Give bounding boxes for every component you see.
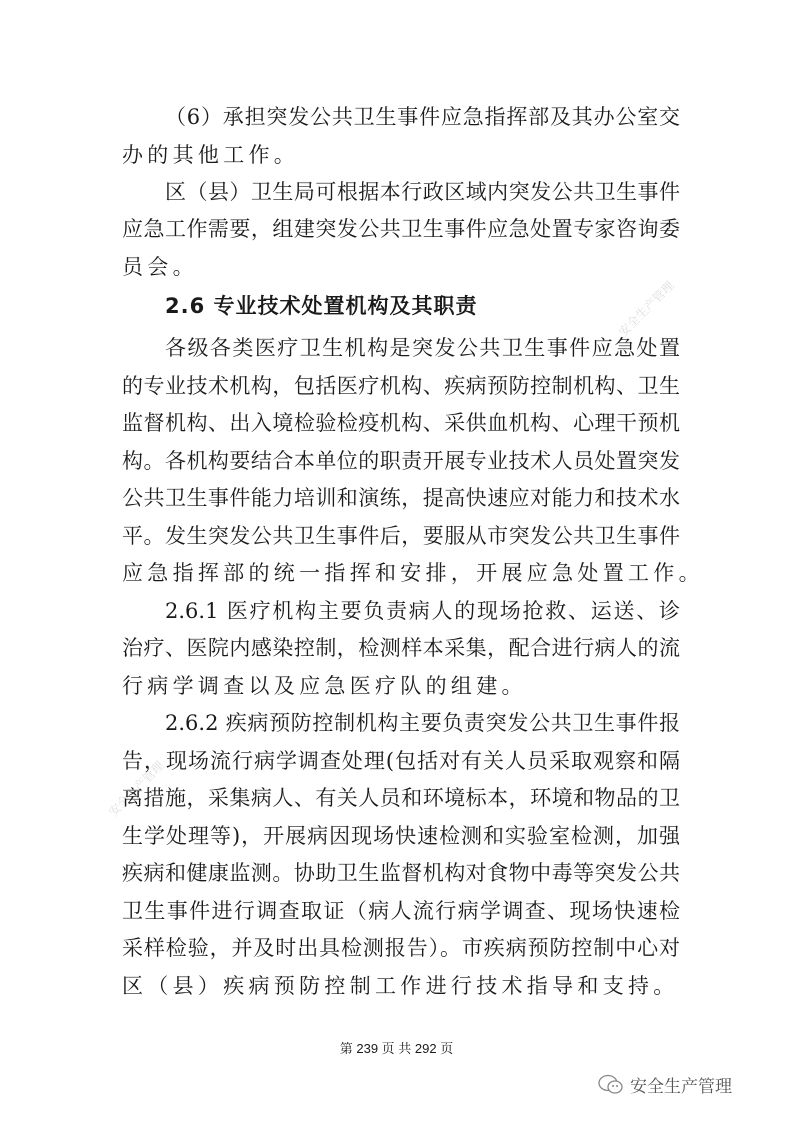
- text-line: 公共卫生事件能力培训和演练，提高快速应对能力和技术水: [122, 486, 680, 510]
- text-line: 办的其他工作。: [122, 143, 300, 167]
- account-logo: [598, 1072, 732, 1097]
- logo-text: 安全生产管理: [630, 1077, 732, 1097]
- text-line: 2.6.1 医疗机构主要负责病人的现场抢救、运送、诊: [165, 599, 680, 623]
- text-line: 应急工作需要，组建突发公共卫生事件应急处置专家咨询委: [122, 217, 680, 241]
- wechat-icon: [598, 1073, 624, 1097]
- text-line: 的专业技术机构，包括医疗机构、疾病预防控制机构、卫生: [122, 374, 680, 398]
- text-line: 平。发生突发公共卫生事件后，要服从市突发公共卫生事件: [122, 524, 680, 548]
- text-line: （6）承担突发公共卫生事件应急指挥部及其办公室交: [165, 105, 680, 129]
- text-line: 2.6.2 疾病预防控制机构主要负责突发公共卫生事件报: [165, 711, 680, 735]
- text-line: 区（县）卫生局可根据本行政区域内突发公共卫生事件: [165, 180, 680, 204]
- text-line: 治疗、医院内感染控制，检测样本采集，配合进行病人的流: [122, 636, 680, 660]
- text-line: 构。各机构要结合本单位的职责开展专业技术人员处置突发: [122, 449, 680, 473]
- text-line: 生学处理等)，开展病因现场快速检测和实验室检测，加强: [122, 824, 680, 848]
- watermark: 安全生产管理: [615, 278, 677, 340]
- text-line: 卫生事件进行调查取证（病人流行病学调查、现场快速检: [122, 899, 680, 923]
- text-line: 告，现场流行病学调查处理(包括对有关人员采取观察和隔: [122, 749, 680, 773]
- page-number: 第 239 页 共 292 页: [339, 1041, 454, 1056]
- text-line: 区（县）疾病预防控制工作进行技术指导和支持。: [122, 974, 679, 998]
- text-line: 各级各类医疗卫生机构是突发公共卫生事件应急处置: [165, 336, 680, 360]
- text-line: 行病学调查以及应急医疗队的组建。: [122, 674, 527, 698]
- text-line: 采样检验，并及时出具检测报告）。市疾病预防控制中心对: [122, 936, 680, 960]
- text-line: 应急指挥部的统一指挥和安排，开展应急处置工作。: [122, 561, 704, 585]
- text-line: 员会。: [122, 255, 198, 279]
- section-heading: 2.6 专业技术处置机构及其职责: [165, 294, 478, 318]
- text-line: 离措施，采集病人、有关人员和环境标本，环境和物品的卫: [122, 786, 680, 810]
- watermark: 安全生产管理: [105, 758, 167, 820]
- text-line: 监督机构、出入境检验检疫机构、采供血机构、心理干预机: [122, 411, 680, 435]
- text-line: 疾病和健康监测。协助卫生监督机构对食物中毒等突发公共: [122, 861, 680, 885]
